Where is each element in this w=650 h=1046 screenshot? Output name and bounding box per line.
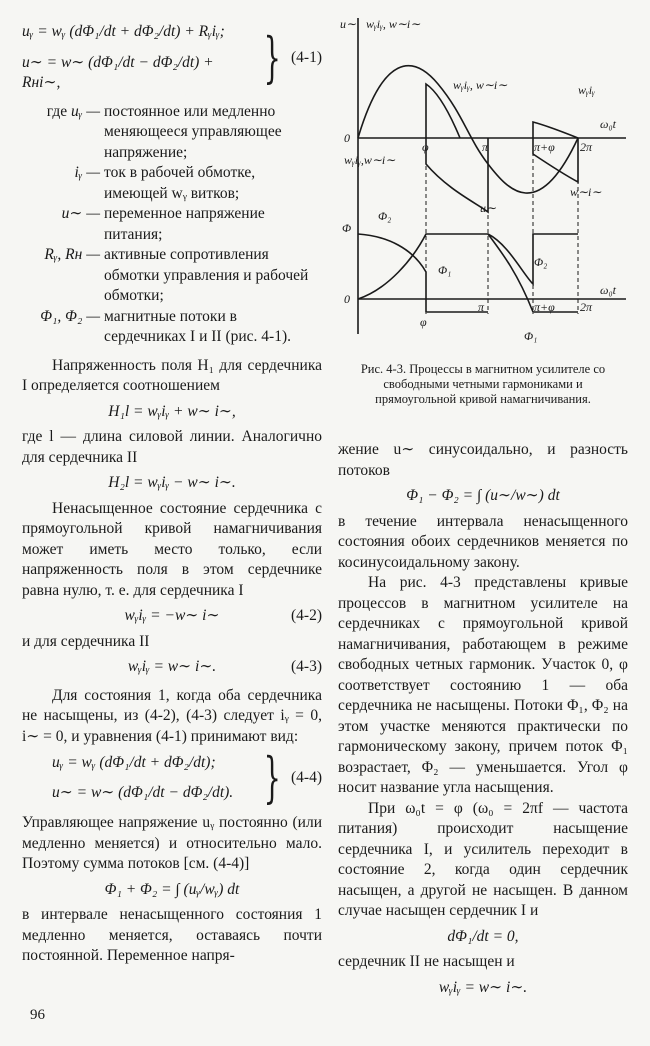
brace: }: [263, 25, 281, 89]
curve-label-top: wᵧiᵧ, w∼i∼: [366, 17, 421, 31]
zero-label-bottom: 0: [344, 292, 350, 306]
definition-text: активные сопротивления обмотки управления и рабочей обмотки;: [104, 246, 309, 304]
curve-label-phi2-right: Φ₂: [534, 255, 548, 269]
definition-text: ток в рабочей обмотке, имеющей wᵧ витков;: [104, 164, 256, 202]
paragraph: На рис. 4-3 представлены кривые процессов в магнитном усилителе на сердечниках с прямоугольной кривой намагничивания, работающем в режиме свободных четных гармоник. Участок 0, φ соответствует состоянию 1 — оба сердечника не насыщены. Потоки Φ₁, Φ₂ на этом участке меняются практически по гармоническому закону, причем поток Φ₁ возрастает, Φ₂ — уменьшается. Угол φ носит название угла насыщения.: [338, 574, 628, 796]
equation-4-2: [22, 606, 322, 627]
definitions: [22, 102, 322, 348]
equation-4-1-line1: uᵧ = wᵧ (dΦ₁/dt + dΦ₂/dt) + Rᵧiᵧ;: [22, 23, 225, 40]
equation-4-3: [22, 657, 322, 678]
tick-label-pi-bottom: π: [478, 300, 485, 314]
definition-item: [22, 102, 322, 164]
paragraph: в течение интервала ненасыщенного состояния обоих сердечников меняется по косинусоидальному закону.: [338, 512, 628, 571]
definition-text: магнитные потоки в сердечниках I и II (рис. 4-1).: [104, 307, 291, 345]
curve-label-phi2: Φ₂: [378, 209, 392, 223]
equation-h2: H₂l = wᵧiᵧ − w∼ i∼.: [108, 474, 236, 491]
axis-label-phi: Φ: [342, 221, 352, 235]
flux-phi1-curve: [358, 234, 488, 312]
brace: }: [263, 746, 281, 809]
paragraph: сердечник II не насыщен и: [338, 953, 515, 970]
equation-dphi: dΦ₁/dt = 0,: [447, 927, 519, 945]
definition-item: [22, 307, 322, 348]
paragraph: Напряженность поля H₁ для сердечника I определяется соотношением: [22, 356, 322, 394]
equation-sum: Φ₁ + Φ₂ = ∫ (uᵧ/wᵧ) dt: [104, 880, 240, 898]
definition-text: переменное напряжение питания;: [104, 205, 265, 243]
axis-label-u: u∼: [340, 17, 357, 31]
tick-label-phi-top: φ: [422, 140, 429, 154]
definition-term: u∼ —: [61, 205, 100, 222]
equation-h1: H₁l = wᵧiᵧ + w∼ i∼,: [108, 402, 236, 420]
definition-term: iᵧ —: [74, 164, 100, 181]
paragraph: При ω₀t = φ (ω₀ = 2πf — частота питания) происходит насыщение сердечника I, и усилитель переходит в состояние 2, когда один сердечник насыщен, а другой не насыщен. В данном случае насыщен сердечник I и: [338, 799, 628, 919]
paragraph: жение u∼ синусоидально, и разность потоков: [338, 441, 628, 479]
paragraph: и для сердечника II: [22, 632, 150, 650]
equation-number: (4-3): [291, 658, 322, 675]
tick-label-phi-bottom: φ: [420, 315, 427, 329]
tick-label-pi-plus-phi-bottom: π+φ: [534, 300, 555, 314]
tick-label-pi-top: π: [482, 140, 489, 154]
curve-label-left-low: wᵧiᵧ,w∼i∼: [344, 153, 396, 167]
paragraph: где l — длина силовой линии. Аналогично для сердечника II: [22, 428, 322, 466]
equation-4-1: [22, 22, 322, 94]
equation-4-4: [52, 746, 322, 809]
curve-label-mid: wᵧiᵧ, w∼i∼: [453, 78, 508, 92]
figure-caption: Рис. 4-3. Процессы в магнитном усилителе со свободными четными гармониками и прямоугольной кривой намагничивания.: [360, 362, 606, 406]
paragraph: Управляющее напряжение uᵧ постоянно (или медленно меняется) и относительно мало. Поэтому сумма потоков [см. (4-4)]: [22, 814, 322, 872]
equation-4-2-body: wᵧiᵧ = −w∼ i∼: [124, 607, 220, 624]
definition-term: Φ₁, Φ₂ —: [40, 307, 100, 325]
tick-label-2pi-bottom: 2π: [580, 300, 593, 314]
equation-number: (4-4): [291, 768, 322, 786]
definition-item: [22, 245, 322, 307]
where-word: где: [46, 102, 68, 120]
current-pulse-3: [533, 122, 578, 138]
tick-label-2pi-top: 2π: [580, 140, 593, 154]
definition-text: постоянное или медленно меняющееся управляющее напряжение;: [104, 102, 282, 161]
definition-term: Rᵧ, Rн —: [44, 246, 100, 263]
curve-label-phi1: Φ₁: [438, 263, 452, 277]
curve-label-phi1-low: Φ₁: [524, 329, 538, 343]
definition-item: [22, 163, 322, 204]
page-number: 96: [30, 1007, 45, 1023]
equation-4-4-line1: uᵧ = wᵧ (dΦ₁/dt + dΦ₂/dt);: [52, 753, 216, 771]
left-column: [22, 18, 322, 967]
definition-item: [22, 204, 322, 245]
equation-last: wᵧiᵧ = w∼ i∼.: [438, 978, 528, 996]
zero-label-top: 0: [344, 131, 350, 145]
paragraph: в интервале ненасыщенного состояния 1 медленно меняется, оставаясь почти постоянной. Переменное напря-: [22, 906, 322, 964]
tick-label-pi-plus-phi-top: π+φ: [534, 140, 555, 154]
right-column: [338, 440, 628, 1003]
figure-4-3: [338, 14, 634, 350]
equation-number: (4-1): [291, 48, 322, 66]
paragraph: Ненасыщенное состояние сердечника с прямоугольной кривой намагничивания может иметь место только, если напряженность поля в этом сердечнике равна нулю, т. е. для сердечника I: [22, 499, 322, 599]
paragraph: Для состояния 1, когда оба сердечника не насыщены, из (4-2), (4-3) следует iᵧ = 0, i∼ = 0, и уравнения (4-1) принимают вид:: [22, 686, 322, 745]
curve-label-u-low: u∼: [480, 201, 497, 215]
curve-label-w-low: w∼i∼: [570, 185, 602, 199]
current-pulse-1: [426, 84, 460, 138]
equation-4-4-line2: u∼ = w∼ (dΦ₁/dt − dΦ₂/dt).: [52, 784, 234, 801]
equation-number: (4-2): [291, 607, 322, 624]
curve-label-right: wᵧiᵧ: [578, 83, 595, 97]
definition-term: uᵧ —: [71, 102, 100, 120]
equation-4-3-body: wᵧiᵧ = w∼ i∼.: [127, 658, 217, 675]
equation-difference: Φ₁ − Φ₂ = ∫ (u∼/w∼) dt: [406, 487, 560, 504]
equation-4-1-line2: u∼ = w∼ (dΦ₁/dt − dΦ₂/dt) + Rнi∼,: [22, 53, 214, 91]
axis-label-omega-top: ω₀t: [600, 117, 616, 131]
axis-label-omega-bottom: ω₀t: [600, 283, 616, 297]
